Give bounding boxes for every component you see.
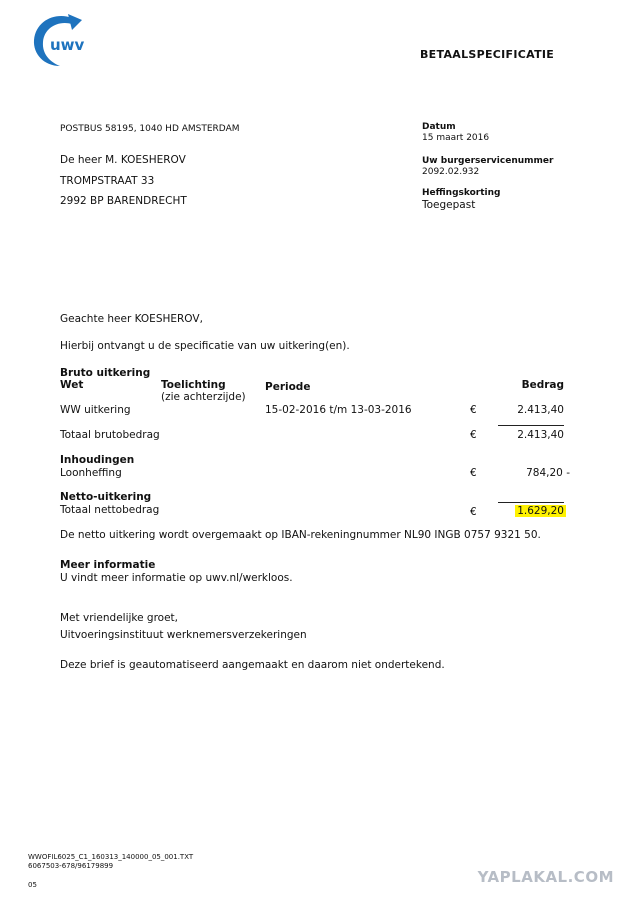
tax-credit-value: Toegepast bbox=[422, 199, 476, 211]
row-wet: WW uitkering bbox=[60, 404, 131, 416]
column-header-periode: Periode bbox=[265, 381, 311, 393]
total-netto-rule bbox=[498, 502, 564, 503]
column-header-toelichting-sub: (zie achterzijde) bbox=[161, 391, 246, 403]
intro-text: Hierbij ontvangt u de specificatie van uw uitkering(en). bbox=[60, 340, 350, 352]
uwv-logo bbox=[28, 10, 88, 70]
total-netto-label: Totaal nettobedrag bbox=[60, 504, 160, 516]
section-bruto-title: Bruto uitkering bbox=[60, 367, 151, 379]
total-bruto-label: Totaal brutobedrag bbox=[60, 429, 160, 441]
recipient-street: TROMPSTRAAT 33 bbox=[60, 175, 155, 187]
closing-organization: Uitvoeringsinstituut werknemersverzekeringen bbox=[60, 629, 307, 641]
logo-text: uwv bbox=[50, 36, 85, 54]
date-label: Datum bbox=[422, 122, 456, 132]
footer-ref-code: 6067503-678/96179899 bbox=[28, 862, 114, 870]
total-bruto-currency: € bbox=[470, 429, 477, 441]
transfer-note: De netto uitkering wordt overgemaakt op IBAN-rekeningnummer NL90 INGB 0757 9321 50. bbox=[60, 529, 541, 541]
column-header-toelichting: Toelichting bbox=[161, 379, 226, 391]
closing-note: Deze brief is geautomatiseerd aangemaakt en daarom niet ondertekend. bbox=[60, 659, 445, 671]
loonheffing-label: Loonheffing bbox=[60, 467, 122, 479]
bsn-value: 2092.02.932 bbox=[422, 167, 480, 177]
column-header-wet: Wet bbox=[60, 379, 84, 391]
row-bedrag: 2.413,40 bbox=[517, 404, 564, 416]
salutation: Geachte heer KOESHEROV, bbox=[60, 313, 203, 325]
footer-page-code: 05 bbox=[28, 881, 37, 889]
row-periode: 15-02-2016 t/m 13-03-2016 bbox=[265, 404, 412, 416]
section-netto-title: Netto-uitkering bbox=[60, 491, 152, 503]
row-currency: € bbox=[470, 404, 477, 416]
recipient-city: 2992 BP BARENDRECHT bbox=[60, 195, 187, 207]
document-title: BETAALSPECIFICATIE bbox=[420, 48, 555, 61]
watermark: YAPLAKAL.COM bbox=[477, 868, 614, 886]
total-bruto-rule bbox=[498, 425, 564, 426]
date-value: 15 maart 2016 bbox=[422, 133, 490, 143]
info-title: Meer informatie bbox=[60, 559, 156, 571]
sender-address: POSTBUS 58195, 1040 HD AMSTERDAM bbox=[60, 124, 240, 134]
logo-arrow-icon bbox=[68, 14, 82, 30]
total-netto-currency: € bbox=[470, 506, 477, 518]
total-netto-value-wrap bbox=[480, 505, 566, 517]
total-bruto-value: 2.413,40 bbox=[517, 429, 564, 441]
info-text: U vindt meer informatie op uwv.nl/werkloos. bbox=[60, 572, 293, 584]
loonheffing-currency: € bbox=[470, 467, 477, 479]
total-netto-value: 1.629,20 bbox=[517, 505, 564, 517]
column-header-bedrag: Bedrag bbox=[521, 379, 564, 391]
loonheffing-value: 784,20 - bbox=[526, 467, 570, 479]
footer-file-code: WWOFIL6025_C1_160313_140000_05_001.TXT bbox=[28, 853, 194, 861]
bsn-label: Uw burgerservicenummer bbox=[422, 156, 554, 166]
recipient-name: De heer M. KOESHEROV bbox=[60, 154, 186, 166]
section-inhoudingen-title: Inhoudingen bbox=[60, 454, 135, 466]
closing-greeting: Met vriendelijke groet, bbox=[60, 612, 179, 624]
tax-credit-label: Heffingskorting bbox=[422, 188, 501, 198]
